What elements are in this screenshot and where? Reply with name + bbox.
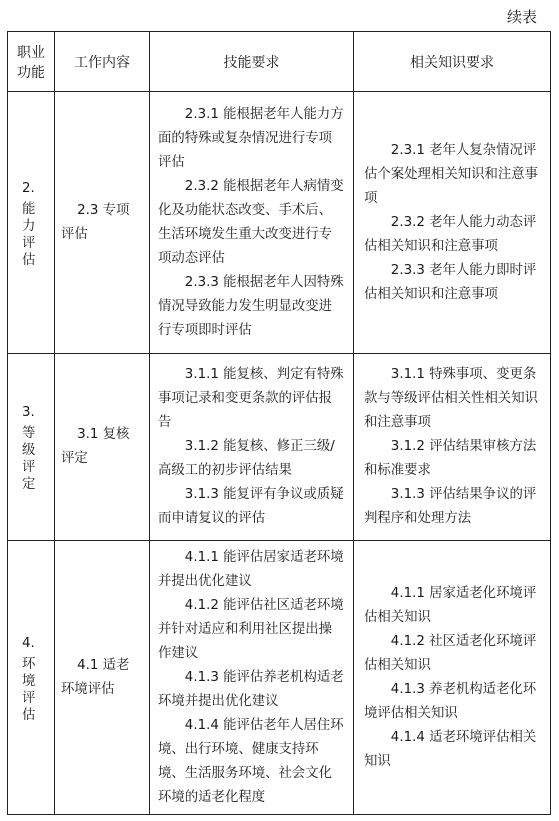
header-work: 工作内容 [55, 32, 150, 92]
work-content-cell: 2.3 专项 评估 [55, 92, 150, 354]
skill-requirements-cell [150, 92, 354, 354]
header-func: 职业 功能 [8, 32, 55, 92]
knowledge-item: 2.3.1 老年人复杂情况评估个案处理相关知识和注意事项 [364, 142, 539, 206]
skill-item: 2.3.2 能根据老年人病情变化及功能状态改变、手术后、生活环境发生重大改变进行专项动态评估 [158, 178, 344, 266]
header-row [8, 32, 551, 92]
work-content-cell: 3.1 复核 评定 [55, 354, 150, 541]
knowledge-item: 2.3.3 老年人能力即时评估相关知识和注意事项 [364, 262, 537, 302]
work-content-cell: 4.1 适老 环境评估 [55, 541, 150, 815]
skills-table [7, 31, 551, 815]
header-skills: 技能要求 [150, 32, 354, 92]
knowledge-requirements-cell [354, 541, 551, 815]
knowledge-item: 3.1.1 特殊事项、变更条款与等级评估相关性相关知识和注意事项 [364, 367, 539, 430]
skill-item: 4.1.4 能评估老年人居住环境、出行环境、健康支持环境、生活服务环境、社会文化环境的适老化程度 [158, 717, 344, 805]
skill-item: 2.3.1 能根据老年人能力方面的特殊或复杂情况进行专项评估 [158, 106, 344, 170]
knowledge-item: 3.1.2 评估结果审核方法和标准要求 [364, 439, 537, 478]
function-cell: 2. 能力评估 [8, 92, 55, 354]
knowledge-item: 4.1.2 社区适老化环境评估相关知识 [364, 633, 537, 673]
table-row [8, 92, 551, 354]
skill-item: 4.1.3 能评估养老机构适老环境并提出优化建议 [158, 669, 344, 709]
skill-item: 4.1.2 能评估社区适老环境并针对适应和利用社区提出操作建议 [158, 597, 344, 661]
knowledge-requirements-cell [354, 92, 551, 354]
knowledge-item: 2.3.2 老年人能力动态评估相关知识和注意事项 [364, 214, 537, 254]
skill-item: 3.1.1 能复核、判定有特殊事项记录和变更条款的评估报告 [158, 367, 344, 430]
skill-item: 3.1.2 能复核、修正三级/高级工的初步评估结果 [158, 439, 335, 478]
skill-item: 2.3.3 能根据老年人因特殊情况导致能力发生明显改变进行专项即时评估 [158, 274, 344, 338]
knowledge-item: 4.1.1 居家适老化环境评估相关知识 [364, 585, 537, 625]
function-cell: 3. 等级评定 [8, 354, 55, 541]
skill-item: 3.1.3 能复评有争议或质疑而申请复议的评估 [158, 487, 344, 526]
function-cell: 4. 环境评估 [8, 541, 55, 815]
header-knowledge: 相关知识要求 [354, 32, 551, 92]
knowledge-item: 3.1.3 评估结果争议的评判程序和处理方法 [364, 487, 537, 526]
skill-item: 4.1.1 能评估居家适老环境并提出优化建议 [158, 549, 344, 589]
table-row [8, 354, 551, 541]
skill-requirements-cell [150, 541, 354, 815]
table-row [8, 541, 551, 815]
knowledge-item: 4.1.4 适老环境评估相关知识 [364, 729, 537, 769]
continued-label: 续表 [506, 8, 537, 26]
knowledge-item: 4.1.3 养老机构适老化环境评估相关知识 [364, 681, 537, 721]
knowledge-requirements-cell [354, 354, 551, 541]
skill-requirements-cell [150, 354, 354, 541]
